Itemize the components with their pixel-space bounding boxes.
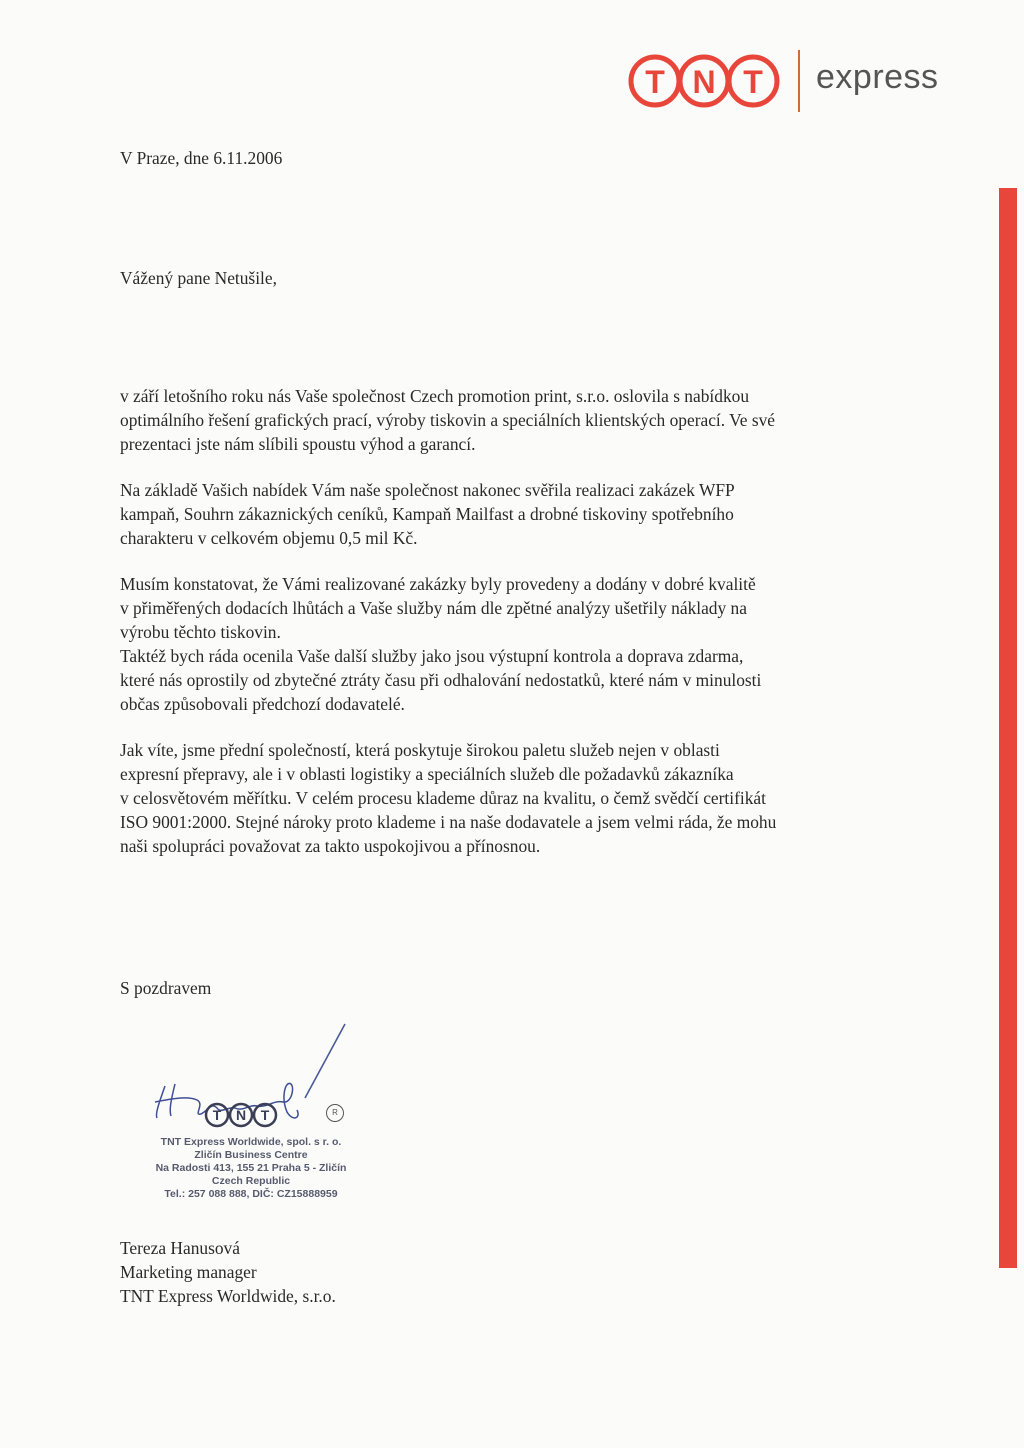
- stamp-line: Tel.: 257 088 888, DIČ: CZ15888959: [164, 1188, 338, 1200]
- svg-text:T: T: [212, 1107, 222, 1123]
- paragraph-line: Musím konstatovat, že Vámi realizované zakázky byly provedeny a dodány v dobré kvalitě: [120, 574, 756, 594]
- stamp-line: Czech Republic: [211, 1175, 291, 1187]
- paragraph-line: expresní přepravy, ale i v oblasti logistiky a speciálních služeb dle požadavků zákazníka: [120, 764, 734, 784]
- stamp-line: Na Radosti 413, 155 21 Praha 5 - Zličín: [155, 1162, 347, 1174]
- closing: S pozdravem: [120, 978, 212, 998]
- paragraph-line: výrobu těchto tiskovin.: [120, 622, 281, 642]
- stamp-line: TNT Express Worldwide, spol. s r. o.: [160, 1136, 342, 1148]
- paragraph-4: [120, 738, 920, 858]
- letter-date: V Praze, dne 6.11.2006: [120, 148, 283, 168]
- svg-text:N: N: [235, 1107, 247, 1123]
- paragraph-line: které nás oprostily od zbytečné ztráty času při odhalování nedostatků, které nám v minulosti: [120, 670, 762, 690]
- logo-letter-n: N: [692, 64, 716, 100]
- paragraph-line: Jak víte, jsme přední společností, která poskytuje širokou paletu služeb nejen v oblasti: [120, 740, 720, 760]
- signatory-name: Tereza Hanusová: [120, 1238, 240, 1258]
- stamp-tnt-logo: [204, 1100, 278, 1130]
- salutation: Vážený pane Netušile,: [120, 268, 277, 288]
- paragraph-line: charakteru v celkovém objemu 0,5 mil Kč.: [120, 528, 418, 548]
- stamp-line: Zličín Business Centre: [194, 1149, 308, 1161]
- logo-word: express: [816, 58, 939, 96]
- paragraph-line: občas způsobovali předchozí dodavatelé.: [120, 694, 405, 714]
- logo-letter-t1: T: [645, 64, 665, 100]
- paragraph-line: prezentaci jste nám slíbili spoustu výhod a garancí.: [120, 434, 476, 454]
- paragraph-line: v celosvětovém měřítku. V celém procesu klademe důraz na kvalitu, o čemž svědčí certifikát: [120, 788, 766, 808]
- paragraph-3: [120, 572, 920, 716]
- paragraph-line: ISO 9001:2000. Stejné nároky proto klademe i na naše dodavatele a jsem velmi ráda, že mohu: [120, 812, 777, 832]
- paragraph-line: v září letošního roku nás Vaše společnost Czech promotion print, s.r.o. oslovila s nabídkou: [120, 386, 750, 406]
- paragraph-line: kampaň, Souhrn zákaznických ceníků, Kampaň Mailfast a drobné tiskoviny spotřebního: [120, 504, 734, 524]
- logo-divider: [798, 50, 800, 112]
- logo-letter-t2: T: [743, 64, 763, 100]
- paragraph-1: [120, 384, 920, 456]
- paragraph-line: Taktéž bych ráda ocenila Vaše další služby jako jsou výstupní kontrola a doprava zdarma,: [120, 646, 744, 666]
- paragraph-2: [120, 478, 920, 550]
- signatory-company: TNT Express Worldwide, s.r.o.: [120, 1286, 336, 1306]
- signatory-title: Marketing manager: [120, 1262, 257, 1282]
- accent-bar: [999, 188, 1017, 1268]
- paragraph-line: Na základě Vašich nabídek Vám naše společnost nakonec svěřila realizaci zakázek WFP: [120, 480, 735, 500]
- registered-mark: R: [326, 1104, 344, 1122]
- paragraph-line: naši spolupráci považovat za takto uspokojivou a přínosnou.: [120, 836, 541, 856]
- paragraph-line: v přiměřených dodacích lhůtách a Vaše služby nám dle zpětné analýzy ušetřily náklady na: [120, 598, 747, 618]
- paragraph-line: optimálního řešení grafických prací, výroby tiskovin a speciálních klientských operací. Ve své: [120, 410, 776, 430]
- company-stamp: [136, 1136, 366, 1201]
- svg-text:T: T: [260, 1107, 270, 1123]
